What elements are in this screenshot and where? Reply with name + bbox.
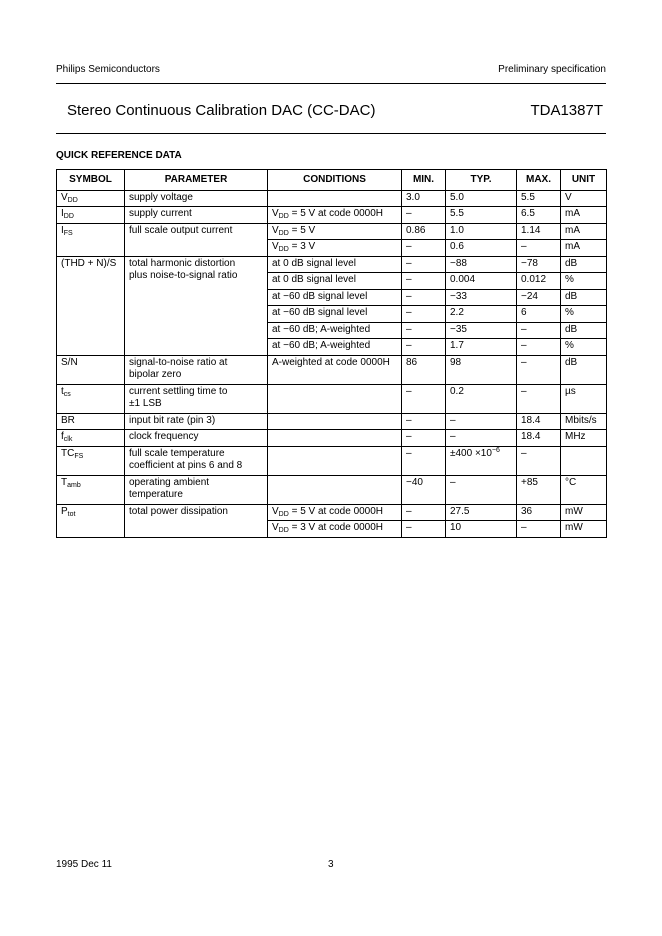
typ-cell: 5.0 [446, 190, 517, 207]
conditions-cell: $V_{DD} = 5$ V at code 0000H [268, 504, 402, 521]
unit-cell: dB [561, 256, 607, 273]
typ-cell: – [446, 475, 517, 504]
unit-cell: mW [561, 521, 607, 538]
conditions-cell: $V_{DD} = 3$ V [268, 240, 402, 257]
symbol-cell: $I_{DD}$ [57, 207, 125, 224]
symbol-cell: $P_{tot}$ [57, 504, 125, 537]
parameter-cell: total power dissipation [125, 504, 268, 537]
min-cell: – [402, 289, 446, 306]
conditions-cell [268, 475, 402, 504]
col-min: MIN. [402, 170, 446, 191]
table-row [57, 430, 607, 447]
min-cell: 86 [402, 355, 446, 384]
max-cell: 6.5 [517, 207, 561, 224]
col-parameter: PARAMETER [125, 170, 268, 191]
max-cell: – [517, 322, 561, 339]
max-cell: – [517, 355, 561, 384]
table-header-row [57, 170, 607, 191]
max-cell: 36 [517, 504, 561, 521]
parameter-cell: input bit rate (pin 3) [125, 413, 268, 430]
symbol-cell: $V_{DD}$ [57, 190, 125, 207]
max-cell: – [517, 521, 561, 538]
symbol-cell: BR [57, 413, 125, 430]
col-max: MAX. [517, 170, 561, 191]
unit-cell: mW [561, 504, 607, 521]
typ-cell: −33 [446, 289, 517, 306]
parameter-cell: full scale output current [125, 223, 268, 256]
max-cell: +85 [517, 475, 561, 504]
min-cell: – [402, 384, 446, 413]
min-cell: – [402, 430, 446, 447]
unit-cell: Mbits/s [561, 413, 607, 430]
parameter-cell: supply voltage [125, 190, 268, 207]
typ-cell: 0.2 [446, 384, 517, 413]
typ-cell: 0.6 [446, 240, 517, 257]
typ-cell: −35 [446, 322, 517, 339]
max-cell: 6 [517, 306, 561, 323]
unit-cell: mA [561, 207, 607, 224]
conditions-cell: $V_{DD} = 3$ V at code 0000H [268, 521, 402, 538]
min-cell: – [402, 339, 446, 356]
parameter-cell: total harmonic distortion plus noise-to-signal ratio [125, 256, 268, 355]
symbol-cell: $I_{FS}$ [57, 223, 125, 256]
table-row [57, 504, 607, 521]
unit-cell: dB [561, 322, 607, 339]
footer-date: 1995 Dec 11 [56, 859, 112, 870]
max-cell: 0.012 [517, 273, 561, 290]
table-row [57, 190, 607, 207]
conditions-cell: A-weighted at code 0000H [268, 355, 402, 384]
conditions-cell [268, 446, 402, 475]
unit-cell: V [561, 190, 607, 207]
unit-cell: % [561, 306, 607, 323]
typ-cell: $\pm 400 \times 10^{-6}$ [446, 446, 517, 475]
header-rule [56, 83, 606, 84]
min-cell: – [402, 306, 446, 323]
max-cell: – [517, 446, 561, 475]
conditions-cell: at 0 dB signal level [268, 273, 402, 290]
min-cell: – [402, 256, 446, 273]
parameter-cell: clock frequency [125, 430, 268, 447]
typ-cell: 0.004 [446, 273, 517, 290]
unit-cell: % [561, 339, 607, 356]
conditions-cell: at −60 dB signal level [268, 306, 402, 323]
parameter-cell: operating ambient temperature [125, 475, 268, 504]
max-cell: – [517, 240, 561, 257]
document-title: Stereo Continuous Calibration DAC (CC-DAC) [67, 102, 376, 119]
typ-cell: 1.7 [446, 339, 517, 356]
table-row [57, 446, 607, 475]
max-cell: −24 [517, 289, 561, 306]
parameter-cell: supply current [125, 207, 268, 224]
typ-cell: 10 [446, 521, 517, 538]
unit-cell: dB [561, 355, 607, 384]
parameter-cell: signal-to-noise ratio at bipolar zero [125, 355, 268, 384]
max-cell: −78 [517, 256, 561, 273]
unit-cell: mA [561, 240, 607, 257]
conditions-cell: at −60 dB; A-weighted [268, 322, 402, 339]
min-cell: – [402, 322, 446, 339]
unit-cell: °C [561, 475, 607, 504]
conditions-cell: $V_{DD} = 5$ V at code 0000H [268, 207, 402, 224]
quick-reference-table [56, 169, 607, 538]
parameter-cell: full scale temperature coefficient at pins 6 and 8 [125, 446, 268, 475]
section-title: QUICK REFERENCE DATA [56, 150, 182, 161]
conditions-cell: at −60 dB; A-weighted [268, 339, 402, 356]
min-cell: −40 [402, 475, 446, 504]
min-cell: 3.0 [402, 190, 446, 207]
max-cell: 5.5 [517, 190, 561, 207]
min-cell: – [402, 504, 446, 521]
conditions-cell: at 0 dB signal level [268, 256, 402, 273]
col-unit: UNIT [561, 170, 607, 191]
unit-cell [561, 446, 607, 475]
unit-cell: mA [561, 223, 607, 240]
conditions-cell: $V_{DD} = 5$ V [268, 223, 402, 240]
header-doc-status: Preliminary specification [498, 64, 606, 75]
table-row [57, 475, 607, 504]
conditions-cell [268, 430, 402, 447]
unit-cell: dB [561, 289, 607, 306]
symbol-cell: (THD + N)/S [57, 256, 125, 355]
header-company: Philips Semiconductors [56, 64, 160, 75]
min-cell: – [402, 207, 446, 224]
min-cell: – [402, 273, 446, 290]
table-row [57, 355, 607, 384]
min-cell: 0.86 [402, 223, 446, 240]
min-cell: – [402, 521, 446, 538]
min-cell: – [402, 240, 446, 257]
table-row [57, 223, 607, 240]
typ-cell: 98 [446, 355, 517, 384]
page-number: 3 [328, 859, 334, 870]
min-cell: – [402, 413, 446, 430]
typ-cell: 27.5 [446, 504, 517, 521]
min-cell: – [402, 446, 446, 475]
parameter-cell: current settling time to ±1 LSB [125, 384, 268, 413]
unit-cell: % [561, 273, 607, 290]
typ-cell: 2.2 [446, 306, 517, 323]
typ-cell: – [446, 430, 517, 447]
col-conditions: CONDITIONS [268, 170, 402, 191]
table-row [57, 384, 607, 413]
part-number: TDA1387T [530, 102, 603, 119]
max-cell: – [517, 384, 561, 413]
symbol-cell: $TC_{FS}$ [57, 446, 125, 475]
title-rule [56, 133, 606, 134]
symbol-cell: S/N [57, 355, 125, 384]
symbol-cell: $t_{cs}$ [57, 384, 125, 413]
table-row [57, 256, 607, 273]
typ-cell: 1.0 [446, 223, 517, 240]
conditions-cell [268, 384, 402, 413]
col-typ: TYP. [446, 170, 517, 191]
max-cell: 1.14 [517, 223, 561, 240]
col-symbol: SYMBOL [57, 170, 125, 191]
symbol-cell: $f_{clk}$ [57, 430, 125, 447]
conditions-cell [268, 413, 402, 430]
symbol-cell: $T_{amb}$ [57, 475, 125, 504]
unit-cell: µs [561, 384, 607, 413]
table-row [57, 413, 607, 430]
conditions-cell: at −60 dB signal level [268, 289, 402, 306]
max-cell: 18.4 [517, 413, 561, 430]
max-cell: 18.4 [517, 430, 561, 447]
max-cell: – [517, 339, 561, 356]
table-row [57, 207, 607, 224]
unit-cell: MHz [561, 430, 607, 447]
typ-cell: 5.5 [446, 207, 517, 224]
typ-cell: −88 [446, 256, 517, 273]
typ-cell: – [446, 413, 517, 430]
conditions-cell [268, 190, 402, 207]
